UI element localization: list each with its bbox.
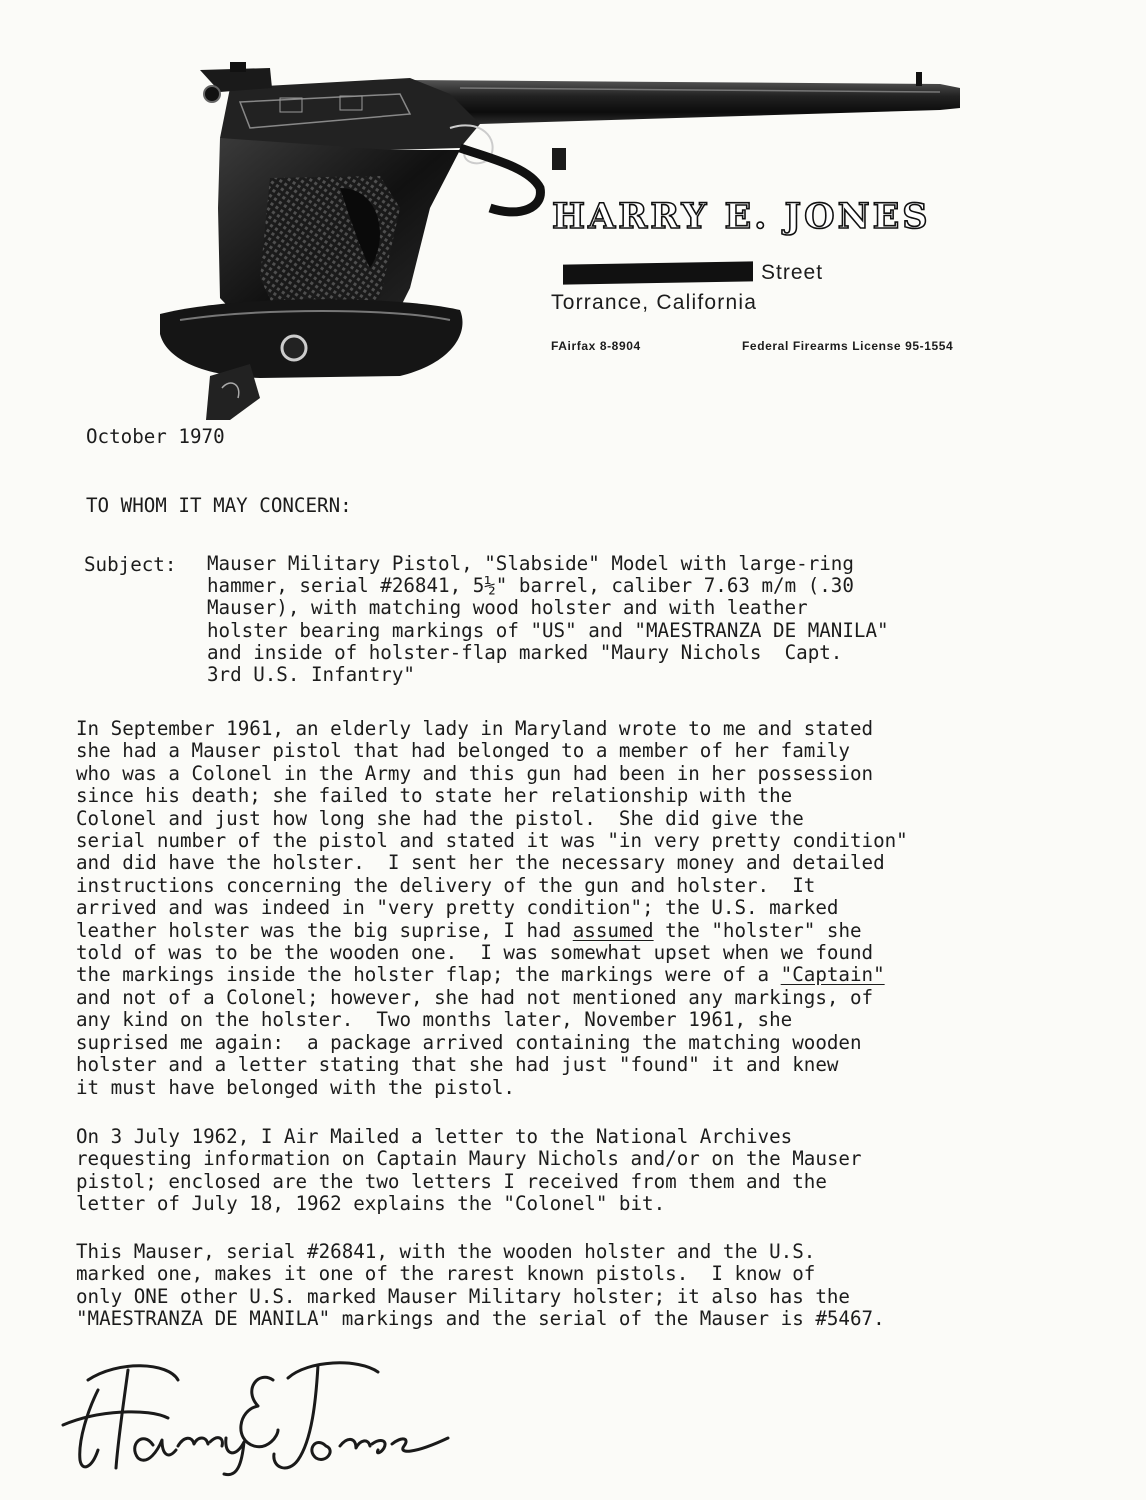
paragraph-1 <box>76 718 1076 1099</box>
body-line: In September 1961, an elderly lady in Maryland wrote to me and stated <box>76 717 874 740</box>
body-line: told of was to be the wooden one. I was somewhat upset when we found <box>76 941 874 965</box>
body-text: the markings inside the holster flap; the markings were of a <box>76 963 781 987</box>
body-line: any kind on the holster. Two months later, November 1961, she <box>76 1008 793 1032</box>
body-line: Colonel and just how long she had the pistol. She did give the <box>76 806 804 830</box>
subject-block <box>207 553 1007 686</box>
body-line <box>76 920 1076 942</box>
body-line: letter of July 18, 1962 explains the "Colonel" bit. <box>76 1192 666 1216</box>
subject-line: Mauser), with matching wood holster and with leather <box>207 596 808 620</box>
body-line: since his death; she failed to state her relationship with the <box>76 784 793 808</box>
body-text: the "holster" she <box>653 918 862 942</box>
subject-line: and inside of holster-flap marked "Maury Nichols Capt. <box>207 640 843 664</box>
street-suffix: Street <box>761 261 824 284</box>
underlined-word: "Captain" <box>780 963 885 987</box>
body-line: she had a Mauser pistol that had belonged to a member of her family <box>76 739 850 763</box>
redaction-bar <box>563 261 753 284</box>
body-line: it must have belonged with the pistol. <box>76 1075 515 1099</box>
subject-line: 3rd U.S. Infantry" <box>207 663 415 687</box>
letterhead-street <box>563 258 823 288</box>
letterhead-phone: FAirfax 8-8904 <box>551 339 641 353</box>
body-text: leather holster was the big suprise, I had <box>76 918 573 942</box>
salutation: TO WHOM IT MAY CONCERN: <box>86 494 352 517</box>
letterhead-name: HARRY E. JONES <box>552 196 931 237</box>
body-line: arrived and was indeed in "very pretty condition"; the U.S. marked <box>76 896 839 920</box>
pistol-illustration <box>160 58 990 430</box>
subject-line: hammer, serial #26841, 5½" barrel, caliber 7.63 m/m (.30 <box>207 574 854 598</box>
body-line: who was a Colonel in the Army and this gun had been in her possession <box>76 761 874 785</box>
body-line: and did have the holster. I sent her the necessary money and detailed <box>76 851 885 875</box>
body-line: serial number of the pistol and stated it was "in very pretty condition" <box>76 829 908 853</box>
body-line: instructions concerning the delivery of the gun and holster. It <box>76 873 816 897</box>
body-line: "MAESTRANZA DE MANILA" markings and the serial of the Mauser is #5467. <box>76 1307 885 1331</box>
paragraph-3 <box>76 1241 1076 1331</box>
letterhead-city: Torrance, California <box>551 291 758 314</box>
body-line <box>76 964 1076 986</box>
subject-line: Mauser Military Pistol, "Slabside" Model with large-ring <box>207 552 854 575</box>
body-line: marked one, makes it one of the rarest known pistols. I know of <box>76 1262 816 1286</box>
body-line: This Mauser, serial #26841, with the wooden holster and the U.S. <box>76 1240 816 1263</box>
letterhead-license: Federal Firearms License 95-1554 <box>742 339 954 353</box>
body-line: holster and a letter stating that she had just "found" it and knew <box>76 1053 839 1077</box>
body-line: pistol; enclosed are the two letters I received from them and the <box>76 1169 827 1193</box>
subject-label: Subject: <box>84 553 177 576</box>
handwritten-signature <box>58 1350 458 1480</box>
underlined-word: assumed <box>572 918 654 942</box>
paragraph-2 <box>76 1126 1076 1216</box>
letter-date: October 1970 <box>86 425 225 448</box>
body-line: only ONE other U.S. marked Mauser Military holster; it also has the <box>76 1284 850 1308</box>
body-line: and not of a Colonel; however, she had not mentioned any markings, of <box>76 985 874 1009</box>
body-line: requesting information on Captain Maury Nichols and/or on the Mauser <box>76 1147 862 1171</box>
body-line: suprised me again: a package arrived containing the matching wooden <box>76 1030 862 1054</box>
body-line: On 3 July 1962, I Air Mailed a letter to the National Archives <box>76 1125 793 1148</box>
subject-line: holster bearing markings of "US" and "MAESTRANZA DE MANILA" <box>207 618 889 642</box>
